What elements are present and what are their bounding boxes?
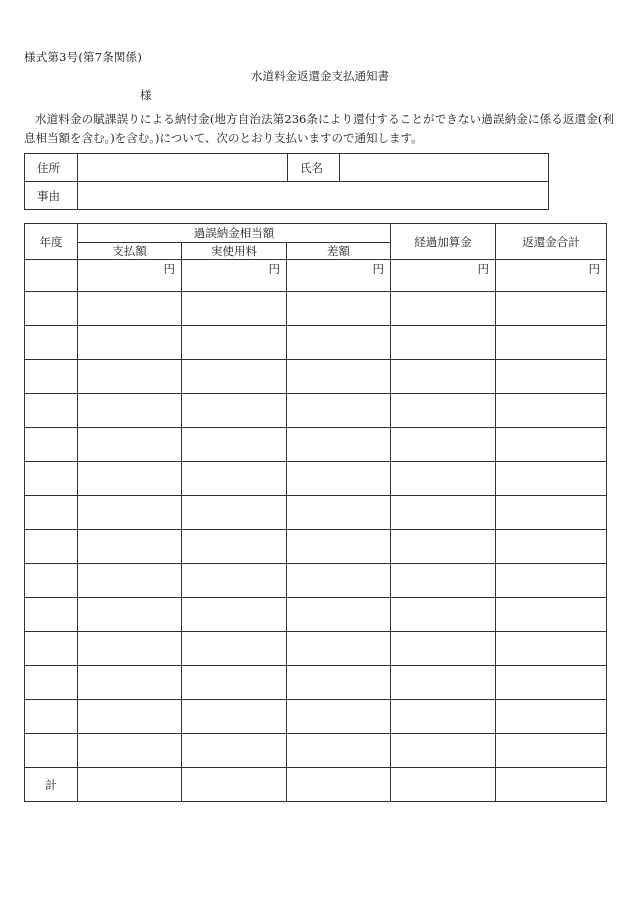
- paid-amount-cell[interactable]: [78, 462, 182, 496]
- paid-amount-cell[interactable]: [78, 564, 182, 598]
- reason-label: 事由: [25, 182, 78, 210]
- difference-header: 差額: [287, 243, 391, 260]
- overpaid-group-header: 過誤納金相当額: [78, 224, 391, 243]
- yen-unit-label[interactable]: 円: [391, 260, 496, 292]
- usage-fee-cell[interactable]: [182, 394, 287, 428]
- address-label: 住所: [25, 154, 78, 182]
- usage-fee-cell[interactable]: [182, 632, 287, 666]
- year-cell[interactable]: [25, 360, 78, 394]
- accrued-addition-cell[interactable]: [391, 462, 496, 496]
- table-row: [25, 666, 607, 700]
- total-usage-cell[interactable]: [182, 768, 287, 802]
- address-row: [25, 154, 549, 182]
- accrued-addition-cell[interactable]: [391, 734, 496, 768]
- refund-total-cell[interactable]: [496, 598, 607, 632]
- usage-fee-cell[interactable]: [182, 734, 287, 768]
- table-row: [25, 632, 607, 666]
- difference-cell[interactable]: [287, 598, 391, 632]
- accrued-addition-header: 経過加算金: [391, 224, 496, 260]
- refund-total-cell[interactable]: [496, 734, 607, 768]
- document-title: 水道料金返還金支払通知書: [251, 69, 389, 83]
- total-diff-cell[interactable]: [287, 768, 391, 802]
- paid-amount-cell[interactable]: [78, 292, 182, 326]
- table-row: [25, 734, 607, 768]
- table-row: [25, 360, 607, 394]
- name-field[interactable]: [340, 154, 549, 182]
- difference-cell[interactable]: [287, 530, 391, 564]
- total-row: [25, 768, 607, 802]
- yen-unit-label[interactable]: 円: [287, 260, 391, 292]
- accrued-addition-cell[interactable]: [391, 598, 496, 632]
- difference-cell[interactable]: [287, 326, 391, 360]
- yen-unit-label[interactable]: 円: [78, 260, 182, 292]
- data-rows: [25, 292, 607, 768]
- paid-amount-cell[interactable]: [78, 496, 182, 530]
- name-label: 氏名: [288, 154, 340, 182]
- intro-paragraph: 水道料金の賦課誤りによる納付金(地方自治法第236条により還付することができない過誤納金に係る返還金(利息相当額を含む。)を含む。)について、次のとおり支払いますので通知します。: [24, 112, 614, 145]
- usage-fee-cell[interactable]: [182, 564, 287, 598]
- usage-fee-cell[interactable]: [182, 598, 287, 632]
- table-row: [25, 462, 607, 496]
- difference-cell[interactable]: [287, 496, 391, 530]
- refund-total-cell[interactable]: [496, 428, 607, 462]
- refund-total-cell[interactable]: [496, 632, 607, 666]
- paid-amount-cell[interactable]: [78, 428, 182, 462]
- table-row: [25, 496, 607, 530]
- paid-amount-header: 支払額: [78, 243, 182, 260]
- difference-cell[interactable]: [287, 632, 391, 666]
- usage-fee-cell[interactable]: [182, 360, 287, 394]
- table-row: [25, 598, 607, 632]
- refund-total-cell[interactable]: [496, 564, 607, 598]
- usage-fee-cell[interactable]: [182, 292, 287, 326]
- paid-amount-cell[interactable]: [78, 734, 182, 768]
- paid-amount-cell[interactable]: [78, 700, 182, 734]
- total-label: 計: [25, 768, 78, 802]
- table-row: [25, 394, 607, 428]
- accrued-addition-cell[interactable]: [391, 326, 496, 360]
- usage-fee-cell[interactable]: [182, 700, 287, 734]
- reason-field[interactable]: [78, 182, 549, 210]
- accrued-addition-cell[interactable]: [391, 564, 496, 598]
- usage-fee-cell[interactable]: [182, 496, 287, 530]
- refund-total-cell[interactable]: [496, 292, 607, 326]
- usage-fee-cell[interactable]: [182, 462, 287, 496]
- refund-total-header: 返還金合計: [496, 224, 607, 260]
- accrued-addition-cell[interactable]: [391, 666, 496, 700]
- accrued-addition-cell[interactable]: [391, 496, 496, 530]
- difference-cell[interactable]: [287, 428, 391, 462]
- total-accrued-cell[interactable]: [391, 768, 496, 802]
- yen-unit-label[interactable]: 円: [496, 260, 607, 292]
- year-cell[interactable]: [25, 632, 78, 666]
- refund-total-cell[interactable]: [496, 666, 607, 700]
- year-cell[interactable]: [25, 260, 78, 292]
- unit-row: [25, 260, 607, 292]
- year-cell[interactable]: [25, 292, 78, 326]
- year-cell[interactable]: [25, 462, 78, 496]
- form-number: 様式第3号(第7条関係): [24, 50, 143, 64]
- accrued-addition-cell[interactable]: [391, 292, 496, 326]
- usage-fee-cell[interactable]: [182, 428, 287, 462]
- year-cell[interactable]: [25, 530, 78, 564]
- usage-fee-cell[interactable]: [182, 666, 287, 700]
- refund-total-cell[interactable]: [496, 700, 607, 734]
- table-row: [25, 564, 607, 598]
- year-cell[interactable]: [25, 598, 78, 632]
- yen-unit-label[interactable]: 円: [182, 260, 287, 292]
- paid-amount-cell[interactable]: [78, 394, 182, 428]
- difference-cell[interactable]: [287, 462, 391, 496]
- accrued-addition-cell[interactable]: [391, 632, 496, 666]
- year-cell[interactable]: [25, 700, 78, 734]
- refund-total-cell[interactable]: [496, 530, 607, 564]
- paid-amount-cell[interactable]: [78, 632, 182, 666]
- difference-cell[interactable]: [287, 394, 391, 428]
- table-row: [25, 530, 607, 564]
- refund-total-cell[interactable]: [496, 360, 607, 394]
- paid-amount-cell[interactable]: [78, 530, 182, 564]
- accrued-addition-cell[interactable]: [391, 360, 496, 394]
- table-row: [25, 700, 607, 734]
- year-cell[interactable]: [25, 564, 78, 598]
- accrued-addition-cell[interactable]: [391, 700, 496, 734]
- reason-row: [25, 182, 549, 210]
- year-header: 年度: [25, 224, 78, 260]
- difference-cell[interactable]: [287, 734, 391, 768]
- difference-cell[interactable]: [287, 564, 391, 598]
- recipient-info-table: [24, 153, 549, 210]
- total-refund-cell[interactable]: [496, 768, 607, 802]
- refund-total-cell[interactable]: [496, 326, 607, 360]
- table-row: [25, 292, 607, 326]
- difference-cell[interactable]: [287, 700, 391, 734]
- difference-cell[interactable]: [287, 666, 391, 700]
- total-paid-cell[interactable]: [78, 768, 182, 802]
- paid-amount-cell[interactable]: [78, 326, 182, 360]
- refund-total-cell[interactable]: [496, 394, 607, 428]
- refund-total-cell[interactable]: [496, 496, 607, 530]
- refund-amount-table: [24, 223, 607, 802]
- table-row: [25, 326, 607, 360]
- paid-amount-cell[interactable]: [78, 666, 182, 700]
- usage-fee-cell[interactable]: [182, 530, 287, 564]
- year-cell[interactable]: [25, 428, 78, 462]
- year-cell[interactable]: [25, 394, 78, 428]
- paid-amount-cell[interactable]: [78, 360, 182, 394]
- actual-usage-fee-header: 実使用料: [182, 243, 287, 260]
- accrued-addition-cell[interactable]: [391, 428, 496, 462]
- accrued-addition-cell[interactable]: [391, 530, 496, 564]
- address-field[interactable]: [78, 154, 288, 182]
- year-cell[interactable]: [25, 496, 78, 530]
- year-cell[interactable]: [25, 666, 78, 700]
- refund-total-cell[interactable]: [496, 462, 607, 496]
- addressee-suffix: 様: [140, 88, 152, 102]
- paid-amount-cell[interactable]: [78, 598, 182, 632]
- difference-cell[interactable]: [287, 292, 391, 326]
- difference-cell[interactable]: [287, 360, 391, 394]
- header-row-1: [25, 224, 607, 243]
- table-row: [25, 428, 607, 462]
- accrued-addition-cell[interactable]: [391, 394, 496, 428]
- year-cell[interactable]: [25, 326, 78, 360]
- usage-fee-cell[interactable]: [182, 326, 287, 360]
- year-cell[interactable]: [25, 734, 78, 768]
